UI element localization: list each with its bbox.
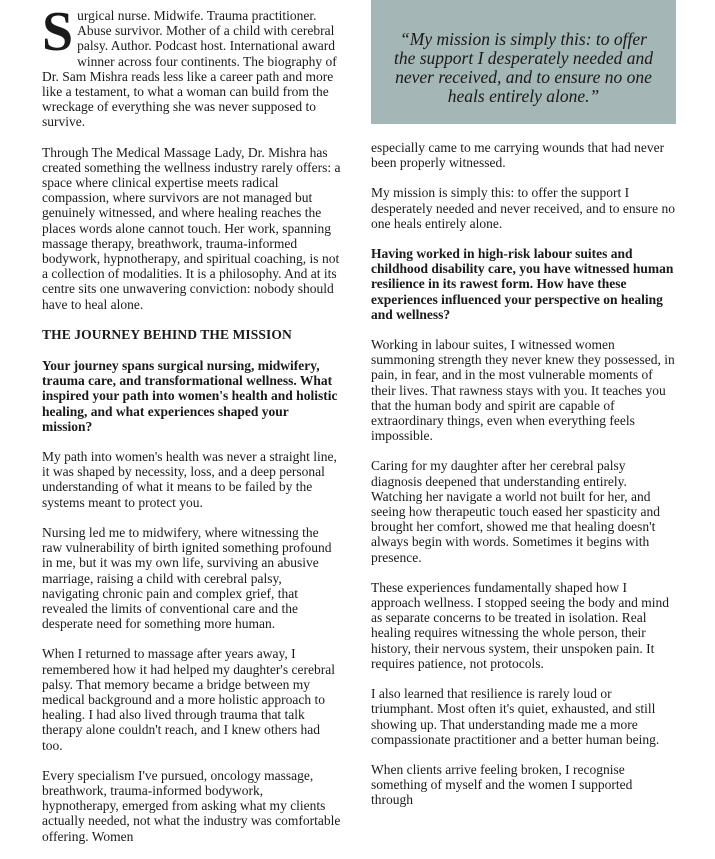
drop-cap: S <box>42 1 74 63</box>
body-paragraph: These experiences fundamentally shaped how I approach wellness. I stopped seeing the body and mind as separate concerns to be treated in isolation. Real healing requires witnessing the whole person, their history, their nervous system, their unspoken pain. It requires patience, not protocols. <box>371 579 670 671</box>
body-paragraph: Working in labour suites, I witnessed women summoning strength they never knew they possessed, in pain, in fear, and in the most vulnerable moments of their lives. That rawness stays with you. It teaches you that the human body and spirit are capable of extraordinary things, even when everything feels impossible. <box>371 337 675 444</box>
body-paragraph: I also learned that resilience is rarely loud or triumphant. Most often it's quiet, exhausted, and still showing up. That understanding made me a more compassionate practitioner and a better human being. <box>371 686 660 747</box>
body-paragraph: When clients arrive feeling broken, I recognise something of myself and the women I supported through <box>371 761 633 808</box>
section-heading: THE JOURNEY BEHIND THE MISSION <box>42 326 292 342</box>
body-paragraph: My path into women's health was never a straight line, it was shaped by necessity, loss, and a deep personal understanding of what it means to be failed by the systems meant to protect you. <box>42 449 337 510</box>
interview-question: Having worked in high-risk labour suites and childhood disability care, you have witnessed human resilience in its rawest form. How have these experiences influenced your perspective on healing and wellness? <box>371 246 674 322</box>
body-paragraph: Nursing led me to midwifery, where witnessing the raw vulnerability of birth ignited something profound in me, but it was my own life, surviving an abusive marriage, raising a child with cerebral palsy, navigating chronic pain and complex grief, that revealed the limits of conventional care and the desperate need for something more human. <box>42 524 332 632</box>
intro-text: urgical nurse. Midwife. Trauma practitioner. Abuse survivor. Mother of a child with cerebral palsy. Author. Podcast host. International award winner across four continents. The biography of Dr. Sam Mishra reads less like a career path and more like a testament, to what a woman can build from the wreckage of everything she was never supposed to survive. <box>42 8 337 130</box>
intro-paragraph <box>42 1 342 130</box>
body-paragraph: especially came to me carrying wounds that had never been properly witnessed. <box>371 140 665 171</box>
pull-quote: “My mission is simply this: to offer the support I desperately needed and never received, and to ensure no one heals entirely alone.” <box>371 0 676 124</box>
body-paragraph: Caring for my daughter after her cerebral palsy diagnosis deepened that understanding entirely. Watching her navigate a world not built for her, and seeing how therapeutic touch eased her spasticity and brought her comfort, showed me that healing doesn't always begin with words. Sometimes it begins with presence. <box>371 458 661 565</box>
body-paragraph: Through The Medical Massage Lady, Dr. Mishra has created something the wellness industry rarely offers: a space where clinical expertise meets radical compassion, where survivors are not managed but genuinely witnessed, and where healing reaches the places words alone cannot touch. Her work, spanning massage therapy, breathwork, trauma-informed bodywork, hypnotherapy, and spiritual coaching, is not a collection of modalities. It is a philosophy. And at its centre sits one unwavering conviction: nobody should have to heal alone. <box>42 144 341 312</box>
body-paragraph: When I returned to massage after years away, I remembered how it had helped my daughter's cerebral palsy. That memory became a bridge between my medical background and a more holistic approach to healing. I had also lived through trauma that talk therapy alone couldn't reach, and I knew others had too. <box>42 646 335 753</box>
interview-question: Your journey spans surgical nursing, midwifery, trauma care, and transformational wellness. What inspired your path into women's health and holistic healing, and what experiences shaped your mission? <box>42 358 338 434</box>
body-paragraph: My mission is simply this: to offer the support I desperately needed and never received, and to ensure no one heals entirely alone. <box>371 185 675 231</box>
right-column <box>371 0 676 823</box>
left-column <box>42 1 342 859</box>
body-paragraph: Every specialism I've pursued, oncology massage, breathwork, trauma-informed bodywork, hypnotherapy, emerged from asking what my clients actually needed, not what the industry was comfortable offering. Women <box>42 767 341 844</box>
